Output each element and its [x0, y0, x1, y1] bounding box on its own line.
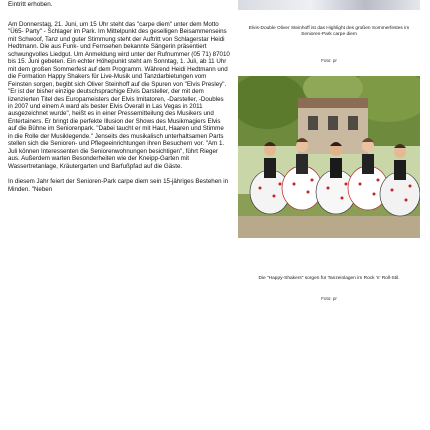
- article-intro: Eintritt erhoben.: [8, 1, 53, 8]
- figure-caption-shakers: Die "Happy-Shakers" sorgen für Tanzeinlagen im Rock 'n' Roll-Stil.: [258, 276, 400, 281]
- article-column: [8, 0, 230, 193]
- figure-credit-shakers: Foto: pr: [321, 296, 337, 301]
- figure-credit-elvis: Foto: pr: [321, 58, 337, 63]
- article-body: Am Donnerstag, 21. Juni, um 15 Uhr steht das "carpe diem" unter dem Motto "Ü65- Party" - Schlager im Park. Im Mittelpunkt des geselligen Beisammenseins mit Schwoof, Tanz und guter Stimmung steht der Auftritt von Schlagerstar Heidi Hedtmann. Die aus Funk- und Fernsehen bekannte Sängerin präsentiert schwungvolles Liedgut. Um Anmeldung wird unter der Rufnummer (05 71) 87010 bis 15. Juni gebeten. Ein echter Höhepunkt steht am Sonntag, 1. Juli, ab 11 Uhr mit dem großen Sommerfest auf dem Programm. Während Heidi Hedtmann und die Formation Happy Shakers für Live-Musik und Tanzdarbietungen vom Feinsten sorgen, begibt sich Oliver Steinhoff auf die Spuren von "Elvis Presley". "Er ist der bisher einzige deutschsprachige Elvis Darsteller, der mit dem lizenzierten Titel des Europameisters der Elvis Imitatoren, -Darsteller, -Doubles in 2007 und einem A ward als bester Elvis Overall in Las Vegas in 2011 ausgezeichnet wurde", heißt es in einer Pressemitteilung des Musikers und Entertainers. Er bringt die perfekte Illusion der Shows des Musikmagiers Elvis auf die Bühne im Seniorenpark. "Dabei taucht er mit Haut, Haaren und Stimme in die Rolle der Musiklegende." Jenseits des musikalisch unterhaltsamen Parts stellen sich die Senioren- und Pflegeeinrichtungen ihren Besuchern vor. "Am 1. Juli können Interessenten die Seniorenwohnungen besichtigen", führt Rieger aus. Außerdem warten Besonderheiten wie der Kneipp-Garten mit Wassertretanlage, Kräutergarten und Barfußpfad auf die Gäste.: [8, 21, 230, 170]
- happy-shakers-photo: [238, 76, 420, 238]
- figure-caption-elvis: Elvis-Double Oliver Steinhoff ist das Highlight des großen Sommerfestes im Senioren-Park carpe diem: [248, 26, 410, 37]
- article-closing: In diesem Jahr feiert der Senioren-Park carpe diem sein 15-jähriges Bestehen in Minden. "Neben: [8, 178, 229, 193]
- elvis-photo-partial: [238, 0, 420, 10]
